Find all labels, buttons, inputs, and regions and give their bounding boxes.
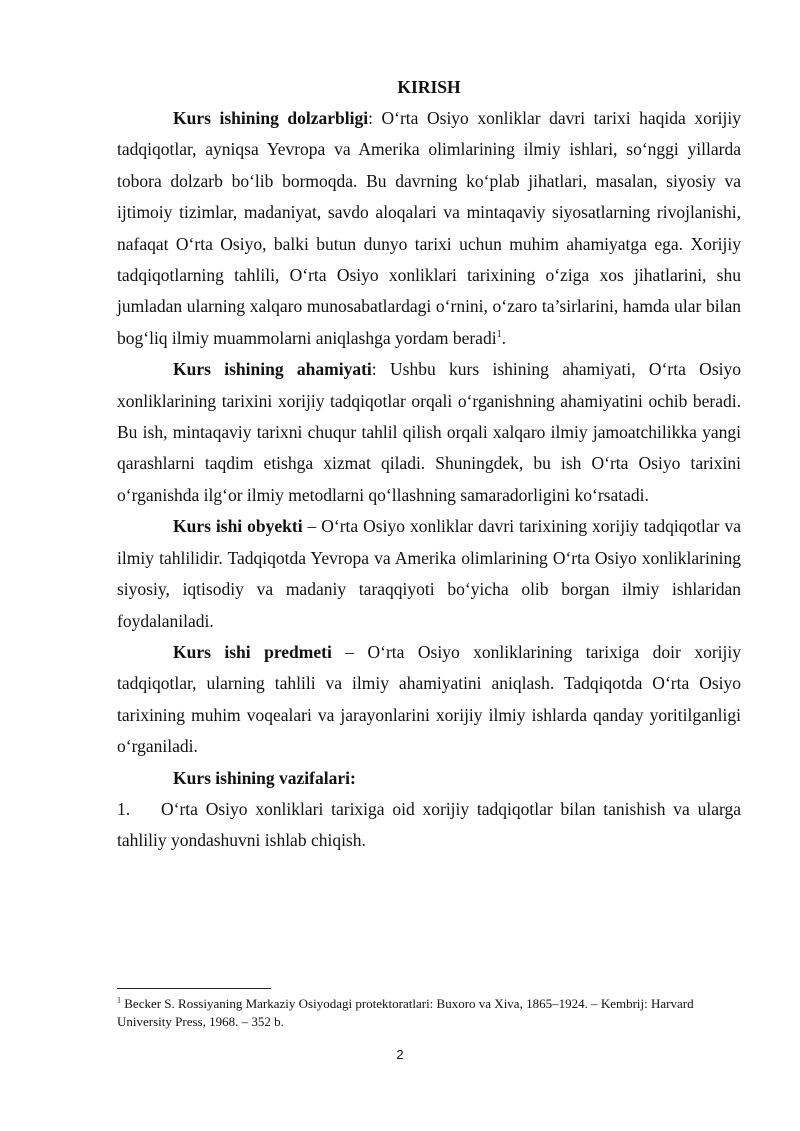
paragraph-importance	[117, 354, 741, 511]
object-separator: –	[302, 516, 322, 537]
paragraph-relevance	[117, 103, 741, 354]
footnote-text: Becker S. Rossiyaning Markaziy Osiyodagi protektoratlari: Buxoro va Xiva, 1865–1924. – Kembrij: Harvard University Press, 1968. – 352 b.	[117, 996, 694, 1029]
page-content	[117, 72, 741, 857]
importance-separator: :	[371, 359, 390, 380]
relevance-title: Kurs ishining dolzarbligi	[173, 108, 369, 128]
importance-text: Ushbu kurs ishining ahamiyati, O‘rta Osiyo xonliklarining tarixini xorijiy tadqiqotlar orqali o‘rganishning ahamiyatini ochib beradi. Bu ish, mintaqaviy tarixni chuqur tahlil qilish orqali xalqaro ilmiy jamoatchilikka yangi qarashlarni taqdim etishga xizmat qiladi. Shuningdek, bu ish O‘rta Osiyo tarixini o‘rganishda ilg‘or ilmiy metodlarni qo‘llashning samaradorligini ko‘rsatadi.	[117, 359, 741, 505]
subject-title: Kurs ishi predmeti	[173, 641, 332, 662]
paragraph-subject	[117, 637, 741, 763]
object-text: O‘rta Osiyo xonliklar davri tarixining xorijiy tadqiqotlar va ilmiy tahlilidir. Tadqiqotda Yevropa va Amerika olimlarining O‘rta Osiyo xonliklarining siyosiy, iqtisodiy va madaniy taraqqiyoti bo‘yicha olib borgan ilmiy ishlaridan foydalaniladi.	[117, 516, 741, 631]
list-item-number: 1.	[117, 798, 131, 819]
footnote-reference[interactable]: 1	[496, 329, 502, 341]
list-item	[117, 794, 741, 857]
footnote-divider	[117, 988, 271, 989]
footnote	[117, 995, 741, 1031]
tasks-heading: Kurs ishining vazifalari:	[173, 767, 356, 788]
subject-text: O‘rta Osiyo xonliklarining tarixiga doir xorijiy tadqiqotlar, ularning tahlili va ilmiy ahamiyatini aniqlash. Tadqiqotda O‘rta Osiyo tarixining muhim voqealari va jarayonlarini xorijiy ilmiy ishlarda qanday yoritilganligi o‘rganiladi.	[117, 641, 741, 757]
relevance-separator: :	[368, 108, 382, 128]
object-title: Kurs ishi obyekti	[173, 516, 303, 537]
page-number: 2	[396, 1047, 404, 1062]
paragraph-object	[117, 511, 741, 637]
page-title: KIRISH	[397, 77, 461, 97]
importance-title: Kurs ishining ahamiyati	[173, 359, 372, 380]
subject-separator: –	[331, 641, 368, 662]
list-item-text: O‘rta Osiyo xonliklari tarixiga oid xorijiy tadqiqotlar bilan tanishish va ularga tahliliy yondashuvni ishlab chiqish.	[117, 798, 741, 851]
relevance-text: O‘rta Osiyo xonliklar davri tarixi haqida xorijiy tadqiqotlar, ayniqsa Yevropa va Amerika olimlarining ilmiy ishlari, so‘nggi yillarda tobora dolzarb bo‘lib bormoqda. Bu davrning ko‘plab jihatlari, masalan, siyosiy va ijtimoiy tizimlar, madaniyat, savdo aloqalari va mintaqaviy siyosatlarning rivojlanishi, nafaqat O‘rta Osiyo, balki butun dunyo tarixi uchun muhim ahamiyatga ega. Xorijiy tadqiqotlarning tahlili, O‘rta Osiyo xonliklari tarixining o‘ziga xos jihatlarini, shu jumladan ularning xalqaro munosabatlardagi o‘rnini, o‘zaro ta’sirlarini, hamda ular bilan bog‘liq ilmiy muammolarni aniqlashga yordam beradi	[117, 108, 741, 348]
footnote-number: 1	[117, 995, 121, 1005]
relevance-end: .	[501, 327, 506, 348]
